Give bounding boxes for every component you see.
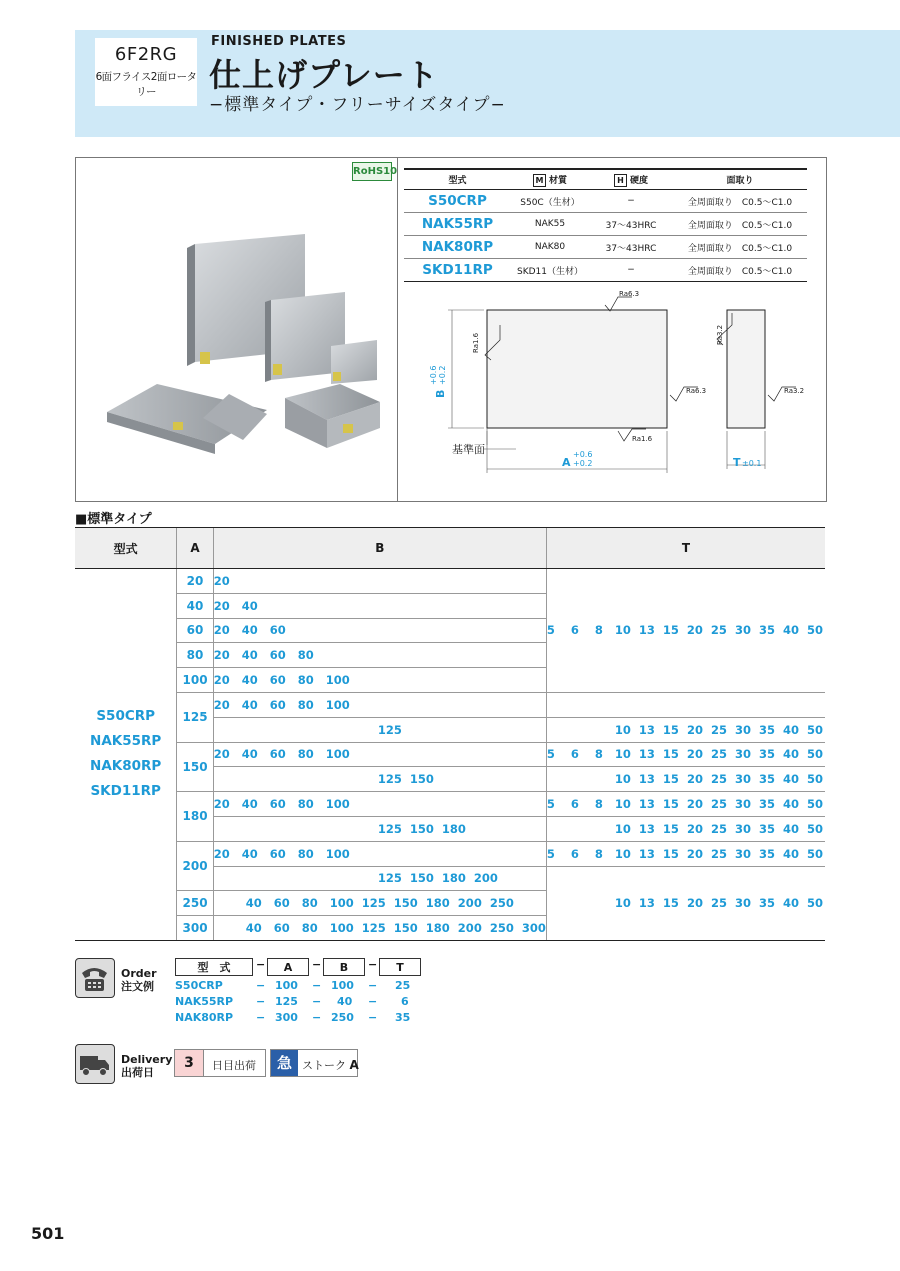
urgent-icon: 急 [271,1050,298,1076]
roughness-bottom-icon [618,429,653,443]
table-row: 125 150 180 200 10 13 15 20 25 30 35 40 50 [75,866,825,891]
model-list: S50CRP NAK55RP NAK80RP SKD11RP [75,569,177,941]
table-row: 125 150 10 13 15 20 25 30 35 40 50 [75,767,825,792]
svg-text:Ra3.2: Ra3.2 [784,387,805,395]
delivery-days: 3 [174,1049,204,1077]
dim-b-tol-lower: +0.2 [438,365,447,385]
side-view [727,310,765,428]
table-row: 100 20 40 60 80 100 [75,668,825,693]
svg-text:Ra3.2: Ra3.2 [716,324,724,345]
product-code-box [95,38,197,106]
table-row: 200 20 40 60 80 100 5 6 8 10 13 15 20 25 30 35 40 50 [75,841,825,866]
delivery-label: Delivery 出荷日 [121,1053,173,1079]
spec-table [404,168,807,282]
delivery-text: 日目出荷 [212,1059,256,1072]
table-row: 300 40 60 80 100 125 150 180 200 250 300 [75,916,825,941]
stock-grade: A [349,1058,359,1072]
order-label: Order 注文例 [121,967,157,993]
table-row: 125 150 180 10 13 15 20 25 30 35 40 50 [75,816,825,841]
table-row: 80 20 40 60 80 [75,643,825,668]
svg-text:Ra1.6: Ra1.6 [632,435,653,443]
page-number: 501 [31,1224,65,1243]
title-english: FINISHED PLATES [211,34,347,49]
dim-t-tol: ±0.1 [742,459,762,468]
table-row: 125 10 13 15 20 25 30 35 40 50 [75,717,825,742]
table-row: 40 20 40 [75,593,825,618]
product-code-description: 6面フライス2面ロータリー [95,71,197,98]
dim-b-tol-upper: +0.6 [429,365,438,385]
table-row: 60 20 40 60 [75,618,825,643]
table-row: 125 20 40 60 80 100 [75,692,825,717]
truck-icon [75,1044,115,1084]
front-view [487,310,667,428]
spec-header-model: 型式 [404,169,511,190]
header-a: A [177,528,213,569]
spec-header-chamfer: 面取り [673,169,807,190]
section-label: ■標準タイプ [75,512,152,527]
datum-label: 基準面 [452,443,485,456]
phone-icon [75,958,115,998]
header-band [75,30,900,137]
dim-a-tol-lower: +0.2 [573,459,593,468]
svg-text:Ra6.3: Ra6.3 [619,290,640,298]
size-table [75,527,825,941]
table-row: NAK80RP NAK80 37〜43HRC 全周面取り C0.5〜C1.0 [404,236,807,259]
roughness-top-icon [605,290,639,311]
table-row: 150 20 40 60 80 100 5 6 8 10 13 15 20 25 30 35 40 50 [75,742,825,767]
dim-a-tol-upper: +0.6 [573,450,593,459]
page-subtitle: −標準タイプ・フリーサイズタイプ− [209,95,506,115]
order-header-t: T [379,958,421,976]
header-t: T [546,528,825,569]
rohs-badge: RoHS10 [352,162,392,181]
page-title: 仕上げプレート [209,56,439,94]
order-header-a: A [267,958,309,976]
table-row: S50CRP NAK55RP NAK80RP SKD11RP 20 20 5 6 8 10 13 15 20 25 30 35 40 50 [75,569,825,594]
stock-text: ストーク A [302,1058,359,1072]
table-row: NAK55RP NAK55 37〜43HRC 全周面取り C0.5〜C1.0 [404,213,807,236]
table-row: 250 40 60 80 100 125 150 180 200 250 [75,891,825,916]
roughness-side-right-icon [768,387,804,401]
order-header-model: 型 式 [175,958,253,976]
dim-t-label: T [733,456,741,469]
technical-drawing [400,285,825,480]
order-header-b: B [323,958,365,976]
header-model: 型式 [75,528,177,569]
spec-header-hardness: H 硬度 [589,169,673,190]
roughness-right-icon [670,387,706,401]
dim-b-label: B [434,389,447,398]
product-photo [95,222,395,462]
spec-header-material: M 材質 [511,169,589,190]
svg-text:Ra1.6: Ra1.6 [472,332,480,353]
svg-text:Ra6.3: Ra6.3 [686,387,707,395]
table-row: 180 20 40 60 80 100 5 6 8 10 13 15 20 25 30 35 40 50 [75,792,825,817]
table-row: SKD11RP SKD11（生材） − 全周面取り C0.5〜C1.0 [404,259,807,282]
table-row: S50CRP S50C（生材） − 全周面取り C0.5〜C1.0 [404,190,807,213]
product-code: 6F2RG [114,44,178,65]
order-example: 型 式 − A − B − T S50CRP − 100 − 100 − 25 NAK55RP − 125 − 40 − 6 NAK80RP − 300 − 250 − 35 [175,958,425,1028]
header-b: B [213,528,546,569]
hardness-badge-icon: H [614,174,627,187]
dim-a-label: A [562,456,571,469]
panel-divider [397,157,398,502]
material-badge-icon: M [533,174,546,187]
